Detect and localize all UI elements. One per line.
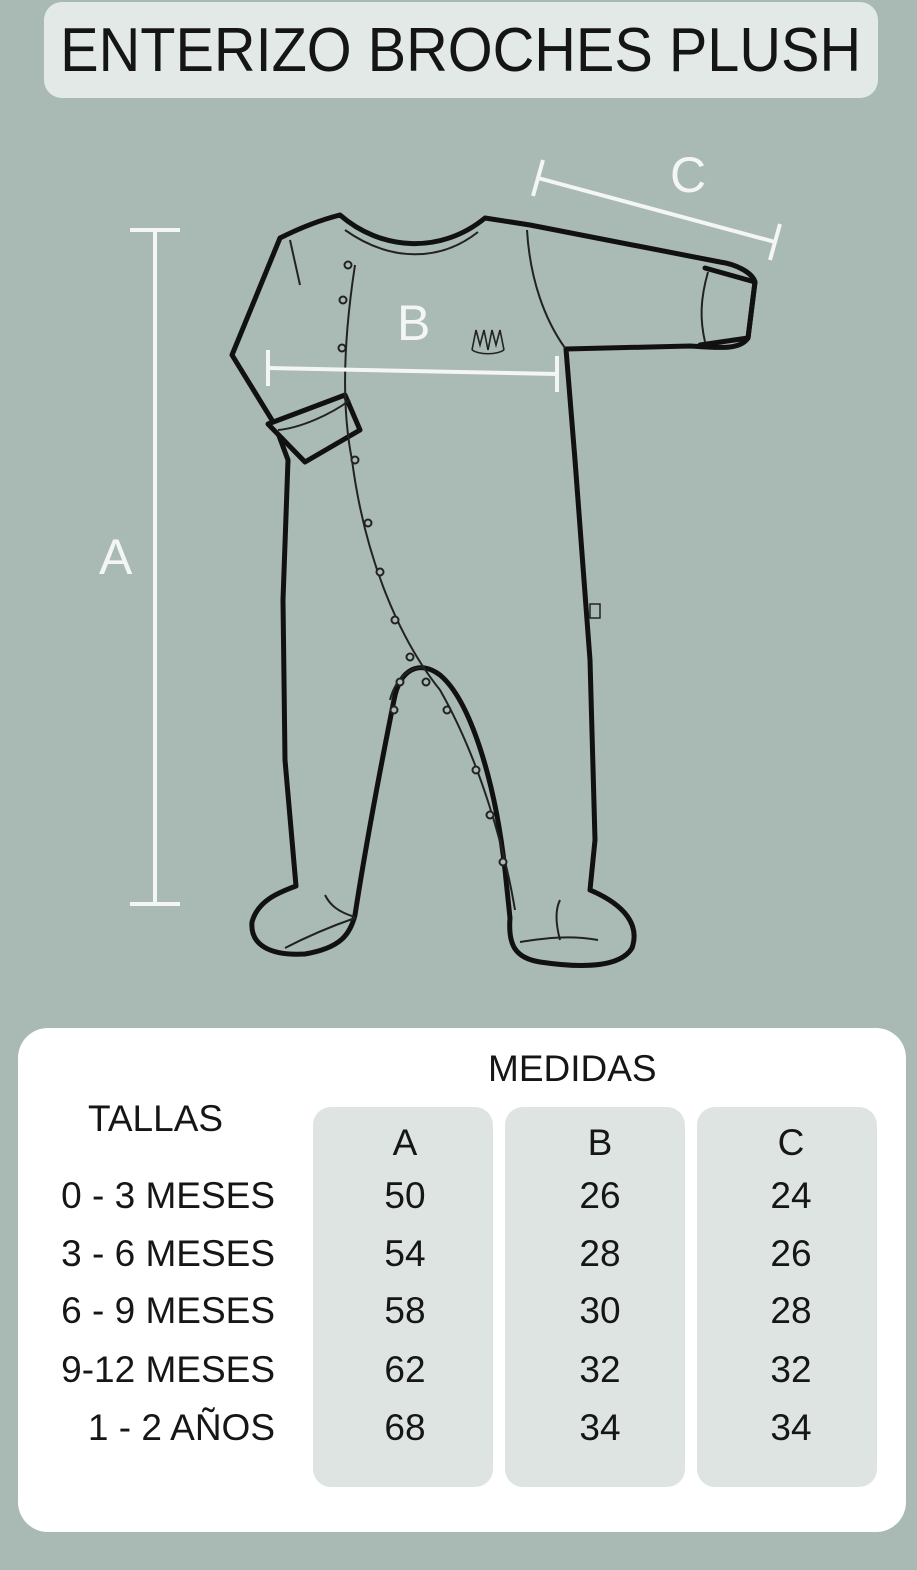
column-header-b: B [587,1122,613,1163]
table-cell-c: 26 [770,1233,812,1274]
table-cell-a: 68 [384,1407,426,1448]
table-header-tallas: TALLAS [88,1098,224,1139]
table-cell-a: 62 [384,1349,426,1390]
table-header-medidas: MEDIDAS [488,1048,657,1089]
size-label: 6 - 9 MESES [61,1290,275,1331]
column-header-c: C [777,1122,805,1163]
measure-line-a [130,230,180,904]
dimension-label-b: B [397,295,431,351]
table-cell-b: 28 [579,1233,621,1274]
onesie-drawing [0,140,917,1000]
size-label: 1 - 2 AÑOS [87,1407,275,1448]
table-cell-c: 28 [770,1290,812,1331]
table-cell-b: 30 [579,1290,621,1331]
size-label: 9-12 MESES [61,1349,275,1390]
column-header-a: A [392,1122,418,1163]
table-cell-a: 50 [384,1175,426,1216]
label-tag-icon [590,604,600,618]
table-cell-c: 24 [770,1175,812,1216]
table-cell-c: 32 [770,1349,812,1390]
table-cell-a: 58 [384,1290,426,1331]
dimension-label-c: C [670,147,707,203]
size-label: 3 - 6 MESES [61,1233,275,1274]
page-title: ENTERIZO BROCHES PLUSH [60,15,862,85]
size-label: 0 - 3 MESES [61,1175,275,1216]
table-cell-b: 32 [579,1349,621,1390]
onesie-outline [232,215,755,965]
garment-illustration [0,140,917,1000]
dimension-label-a: A [99,529,133,585]
table-cell-b: 26 [579,1175,621,1216]
table-cell-c: 34 [770,1407,812,1448]
title-box [44,2,878,98]
table-cell-a: 54 [384,1233,426,1274]
table-cell-b: 34 [579,1407,621,1448]
